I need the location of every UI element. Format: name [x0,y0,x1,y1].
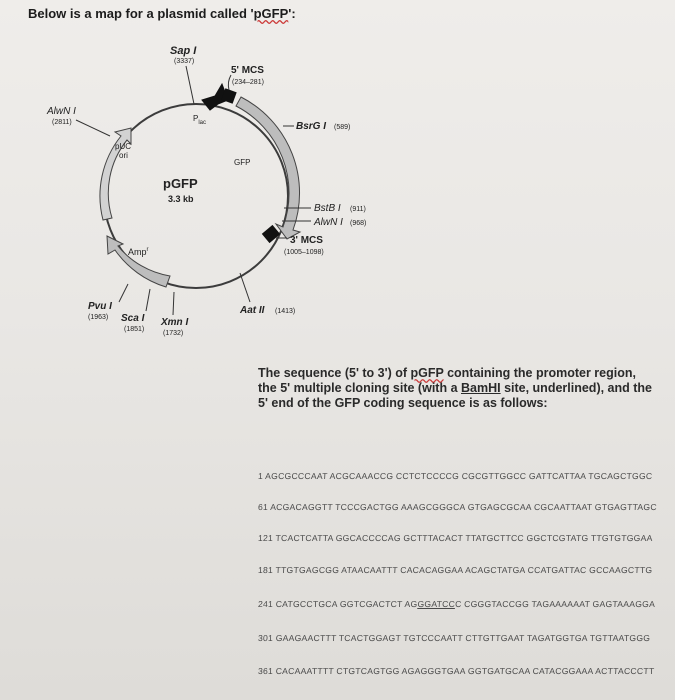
sequence-line: 121 TCACTCATTA GGCACCCCAG GCTTTACACT TTATGCTTCC GGCTCGTATG TTGTGTGGAA [257,533,653,543]
gfp-label: GFP [234,158,251,167]
aatii-pos: (1413) [275,308,296,315]
xmni-line [173,292,174,315]
plasmid-name: pGFP [163,176,198,191]
alwni-right-pos: (968) [350,220,367,227]
alwni-left-line [76,120,110,136]
plac-label: $P_{lac}$ [193,114,207,126]
bsrgi-label: BsrG I [296,121,327,132]
bstbi-label: BstB I [314,203,341,214]
pvui-line [119,284,128,302]
sequence-line: 361 CACAAATTTT CTGTCAGTGG AGAGGGTGAA GGTGATGCAA CATACGGAAA ACTTACCCTT [257,666,655,676]
mcs3-label: 3' MCS [290,235,323,246]
alwni-left-label: AlwN I [47,106,76,117]
sapi-label: Sap I [170,45,197,57]
heading: Below is a map for a plasmid called 'pGFP': [28,6,296,21]
amp-label: Amp$^r$ [128,247,149,257]
sequence-line: 1 AGCGCCCAAT ACGCAAACCG CCTCTCCCCG CGCGTTGGCC GATTCATTAA TGCAGCTGGC [257,471,653,481]
mcs3-pos: (1005–1098) [284,249,324,256]
pvui-label: Pvu I [88,301,112,312]
aatii-line [240,273,250,302]
bsrgi-pos: (589) [334,124,351,131]
xmni-pos: (1732) [163,330,184,337]
sapi-line [186,66,194,104]
sequence-intro: The sequence (5' to 3') of pGFP containing the promoter region, the 5' multiple cloning site (with a BamHI site, underlined), and the 5' end of the GFP coding sequence is as follows: [258,366,652,410]
sequence-line-bamhi: 241 CATGCCTGCA GGTCGACTCT AGGGATCCC CGGGTACCGG TAGAAAAAAT GAGTAAAGGA [257,599,656,609]
amp-feature-arrow [107,236,170,287]
ori-label: ori [119,151,128,160]
puc-label: pUC [115,142,132,151]
plasmid-size: 3.3 kb [168,194,194,204]
aatii-label: Aat II [240,305,265,316]
bstbi-pos: (911) [350,206,366,213]
sequence-line: 301 GAAGAACTTT TCACTGGAGT TGTCCCAATT CTTGTTGAAT TAGATGGTGA TGTTAATGGG [257,633,651,643]
sapi-pos: (3337) [174,58,195,65]
sequence-line: 181 TTGTGAGCGG ATAACAATTT CACACAGGAA ACAGCTATGA CCATGATTAC GCCAAGCTTG [257,565,653,575]
mcs5-pos: (234–281) [232,79,264,86]
mcs5-label: 5' MCS [231,65,264,76]
scai-label: Sca I [121,313,145,324]
alwni-left-pos: (2811) [52,119,72,126]
scai-line [146,289,150,311]
scai-pos: (1851) [124,326,145,333]
sequence-line: 61 ACGACAGGTT TCCCGACTGG AAAGCGGGCA GTGAGCGCAA CGCAATTAAT GTGAGTTAGC [257,502,658,512]
xmni-label: Xmn I [161,317,189,328]
pvui-pos: (1963) [88,314,109,321]
bamhi-site: GGATCC [417,599,456,609]
alwni-right-label: AlwN I [314,217,343,228]
heading-plasmid-name: pGFP [253,6,289,21]
mcs5-pointer [228,75,231,90]
